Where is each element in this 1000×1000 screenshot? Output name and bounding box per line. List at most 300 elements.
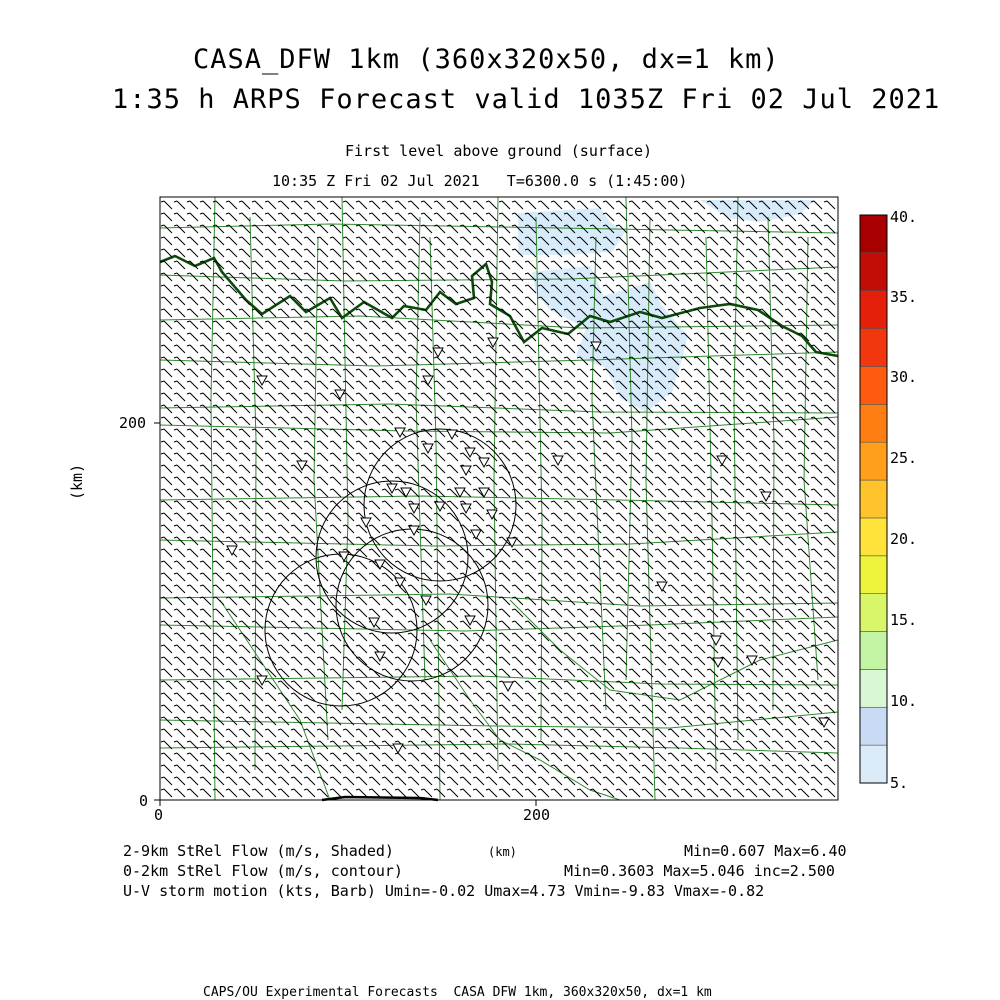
wind-barb bbox=[668, 681, 679, 689]
wind-barb bbox=[252, 321, 263, 329]
wind-barb bbox=[590, 573, 601, 581]
wind-barb bbox=[161, 297, 172, 305]
wind-barb bbox=[733, 573, 744, 581]
wind-barb bbox=[252, 645, 263, 653]
wind-barb bbox=[408, 465, 419, 473]
wind-barb bbox=[330, 333, 341, 341]
wind-barb bbox=[343, 261, 354, 269]
wind-barb bbox=[161, 657, 172, 665]
wind-barb bbox=[174, 705, 185, 713]
wind-barb bbox=[681, 501, 692, 509]
wind-barb bbox=[642, 633, 653, 641]
wind-barb bbox=[434, 201, 445, 209]
wind-barb bbox=[824, 789, 835, 797]
wind-barb bbox=[694, 225, 705, 233]
wind-barb bbox=[161, 309, 172, 317]
wind-barb bbox=[655, 753, 666, 761]
wind-barb bbox=[785, 453, 796, 461]
wind-barb bbox=[356, 225, 367, 233]
wind-barb bbox=[616, 213, 627, 221]
wind-barb bbox=[395, 417, 406, 425]
wind-barb bbox=[590, 585, 601, 593]
wind-barb bbox=[642, 489, 653, 497]
wind-barb bbox=[434, 621, 445, 629]
wind-barb bbox=[525, 657, 536, 665]
wind-barb bbox=[330, 213, 341, 221]
radar-site-marker bbox=[433, 348, 443, 357]
wind-barb bbox=[824, 669, 835, 677]
wind-barb bbox=[681, 765, 692, 773]
wind-barb bbox=[577, 681, 588, 689]
wind-barb bbox=[317, 417, 328, 425]
wind-barb bbox=[421, 501, 432, 509]
wind-barb bbox=[460, 405, 471, 413]
wind-barb bbox=[330, 669, 341, 677]
wind-barb bbox=[668, 297, 679, 305]
wind-barb bbox=[434, 333, 445, 341]
wind-barb bbox=[720, 561, 731, 569]
wind-barb bbox=[668, 213, 679, 221]
wind-barb bbox=[603, 285, 614, 293]
wind-barb bbox=[278, 333, 289, 341]
wind-barb bbox=[213, 321, 224, 329]
wind-barb bbox=[629, 441, 640, 449]
wind-barb bbox=[512, 297, 523, 305]
wind-barb bbox=[538, 441, 549, 449]
wind-barb bbox=[395, 753, 406, 761]
wind-barb bbox=[668, 501, 679, 509]
wind-barb bbox=[525, 393, 536, 401]
wind-barb bbox=[785, 693, 796, 701]
wind-barb bbox=[434, 549, 445, 557]
wind-barb bbox=[694, 261, 705, 269]
wind-barb bbox=[759, 417, 770, 425]
wind-barb bbox=[694, 429, 705, 437]
wind-barb bbox=[174, 201, 185, 209]
wind-barb bbox=[330, 717, 341, 725]
colorbar-segment bbox=[860, 480, 887, 518]
wind-barb bbox=[824, 765, 835, 773]
wind-barb bbox=[200, 453, 211, 461]
wind-barb bbox=[824, 705, 835, 713]
wind-barb bbox=[486, 249, 497, 257]
wind-barb bbox=[161, 237, 172, 245]
wind-barb bbox=[304, 441, 315, 449]
wind-barb bbox=[278, 501, 289, 509]
wind-barb bbox=[564, 417, 575, 425]
wind-barb bbox=[447, 525, 458, 533]
wind-barb bbox=[824, 237, 835, 245]
wind-barb bbox=[759, 513, 770, 521]
wind-barb bbox=[642, 765, 653, 773]
wind-barb bbox=[421, 357, 432, 365]
wind-barb bbox=[525, 309, 536, 317]
wind-barb bbox=[278, 201, 289, 209]
wind-barb bbox=[694, 237, 705, 245]
wind-barb bbox=[473, 429, 484, 437]
radar-site-marker bbox=[387, 484, 397, 493]
wind-barb bbox=[811, 273, 822, 281]
wind-barb bbox=[538, 573, 549, 581]
wind-barb bbox=[694, 597, 705, 605]
wind-barb bbox=[811, 741, 822, 749]
wind-barb bbox=[785, 765, 796, 773]
wind-barb bbox=[629, 453, 640, 461]
wind-barb bbox=[681, 645, 692, 653]
wind-barb bbox=[200, 369, 211, 377]
wind-barb bbox=[733, 777, 744, 785]
wind-barb bbox=[629, 741, 640, 749]
wind-barb bbox=[512, 609, 523, 617]
wind-barb bbox=[421, 645, 432, 653]
wind-barb bbox=[642, 753, 653, 761]
wind-barb bbox=[421, 717, 432, 725]
wind-barb bbox=[590, 717, 601, 725]
wind-barb bbox=[265, 621, 276, 629]
wind-barb bbox=[551, 633, 562, 641]
wind-barb bbox=[330, 321, 341, 329]
wind-barb bbox=[343, 393, 354, 401]
wind-barb bbox=[616, 525, 627, 533]
wind-barb bbox=[174, 213, 185, 221]
wind-barb bbox=[798, 393, 809, 401]
wind-barb bbox=[759, 537, 770, 545]
wind-barb bbox=[369, 405, 380, 413]
wind-barb bbox=[811, 729, 822, 737]
wind-barb bbox=[356, 573, 367, 581]
wind-barb bbox=[694, 573, 705, 581]
wind-barb bbox=[447, 789, 458, 797]
wind-barb bbox=[200, 597, 211, 605]
wind-barb bbox=[434, 513, 445, 521]
wind-barb bbox=[499, 669, 510, 677]
wind-barb bbox=[499, 285, 510, 293]
wind-barb bbox=[525, 729, 536, 737]
wind-barb bbox=[603, 753, 614, 761]
wind-barb bbox=[824, 465, 835, 473]
wind-barb bbox=[629, 609, 640, 617]
wind-barb bbox=[720, 573, 731, 581]
wind-barb bbox=[382, 705, 393, 713]
wind-barb bbox=[759, 441, 770, 449]
legend-barb: U-V storm motion (kts, Barb) Umin=-0.02 Umax=4.73 Vmin=-9.83 Vmax=-0.82 bbox=[123, 882, 765, 900]
wind-barb bbox=[486, 693, 497, 701]
wind-barb bbox=[304, 513, 315, 521]
wind-barb bbox=[564, 465, 575, 473]
wind-barb bbox=[551, 657, 562, 665]
wind-barb bbox=[499, 417, 510, 425]
wind-barb bbox=[551, 525, 562, 533]
wind-barb bbox=[278, 225, 289, 233]
wind-barb bbox=[434, 597, 445, 605]
wind-barb bbox=[798, 465, 809, 473]
wind-barb bbox=[720, 765, 731, 773]
wind-barb bbox=[473, 789, 484, 797]
wind-barb bbox=[317, 405, 328, 413]
wind-barb bbox=[356, 765, 367, 773]
wind-barb bbox=[499, 789, 510, 797]
wind-barb bbox=[577, 441, 588, 449]
wind-barb bbox=[187, 393, 198, 401]
wind-barb bbox=[343, 681, 354, 689]
wind-barb bbox=[694, 321, 705, 329]
wind-barb bbox=[213, 285, 224, 293]
wind-barb bbox=[668, 597, 679, 605]
wind-barb bbox=[369, 417, 380, 425]
wind-barb bbox=[655, 417, 666, 425]
wind-barb bbox=[616, 753, 627, 761]
wind-barb bbox=[824, 537, 835, 545]
wind-barb bbox=[239, 321, 250, 329]
wind-barb bbox=[525, 417, 536, 425]
wind-barb bbox=[174, 465, 185, 473]
wind-barb bbox=[759, 573, 770, 581]
wind-barb bbox=[772, 765, 783, 773]
wind-barb bbox=[486, 621, 497, 629]
wind-barb bbox=[382, 501, 393, 509]
wind-barb bbox=[629, 513, 640, 521]
wind-barb bbox=[382, 681, 393, 689]
wind-barb bbox=[746, 441, 757, 449]
wind-barb bbox=[694, 753, 705, 761]
wind-barb bbox=[278, 309, 289, 317]
wind-barb bbox=[811, 525, 822, 533]
wind-barb bbox=[213, 453, 224, 461]
wind-barb bbox=[616, 417, 627, 425]
wind-barb bbox=[213, 693, 224, 701]
wind-barb bbox=[187, 789, 198, 797]
legend-contour: 0-2km StRel Flow (m/s, contour) bbox=[123, 862, 403, 880]
wind-barb bbox=[759, 705, 770, 713]
wind-barb bbox=[356, 609, 367, 617]
wind-barb bbox=[421, 321, 432, 329]
wind-barb bbox=[213, 465, 224, 473]
wind-barb bbox=[161, 369, 172, 377]
wind-barb bbox=[473, 645, 484, 653]
wind-barb bbox=[798, 729, 809, 737]
colorbar-segment bbox=[860, 442, 887, 480]
wind-barb bbox=[200, 621, 211, 629]
wind-barb bbox=[447, 381, 458, 389]
wind-barb bbox=[382, 609, 393, 617]
wind-barb bbox=[174, 753, 185, 761]
wind-barb bbox=[265, 489, 276, 497]
wind-barb bbox=[824, 777, 835, 785]
wind-barb bbox=[811, 537, 822, 545]
wind-barb bbox=[447, 369, 458, 377]
wind-barb bbox=[772, 693, 783, 701]
wind-barb bbox=[395, 453, 406, 461]
wind-barb bbox=[395, 645, 406, 653]
wind-barb bbox=[681, 441, 692, 449]
wind-barb bbox=[226, 465, 237, 473]
wind-barb bbox=[174, 657, 185, 665]
wind-barb bbox=[304, 261, 315, 269]
wind-barb bbox=[408, 513, 419, 521]
wind-barb bbox=[278, 549, 289, 557]
wind-barb bbox=[512, 753, 523, 761]
wind-barb bbox=[681, 261, 692, 269]
wind-barb bbox=[564, 789, 575, 797]
wind-barb bbox=[525, 573, 536, 581]
wind-barb bbox=[564, 201, 575, 209]
wind-barb bbox=[356, 597, 367, 605]
wind-barb bbox=[434, 321, 445, 329]
wind-barb bbox=[811, 393, 822, 401]
wind-barb bbox=[447, 453, 458, 461]
wind-barb bbox=[447, 477, 458, 485]
wind-barb bbox=[304, 405, 315, 413]
wind-barb bbox=[343, 249, 354, 257]
county-line bbox=[160, 744, 838, 753]
wind-barb bbox=[200, 393, 211, 401]
wind-barb bbox=[356, 237, 367, 245]
wind-barb bbox=[525, 369, 536, 377]
wind-barb bbox=[681, 717, 692, 725]
wind-barb bbox=[408, 753, 419, 761]
wind-barb bbox=[564, 717, 575, 725]
wind-barb bbox=[356, 249, 367, 257]
wind-barb bbox=[499, 633, 510, 641]
wind-barb bbox=[564, 609, 575, 617]
wind-barb bbox=[200, 561, 211, 569]
wind-barb bbox=[525, 477, 536, 485]
wind-barb bbox=[759, 297, 770, 305]
wind-barb bbox=[720, 441, 731, 449]
wind-barb bbox=[668, 249, 679, 257]
wind-barb bbox=[655, 765, 666, 773]
wind-barb bbox=[239, 549, 250, 557]
wind-barb bbox=[317, 321, 328, 329]
wind-barb bbox=[499, 597, 510, 605]
wind-barb bbox=[694, 381, 705, 389]
wind-barb bbox=[213, 621, 224, 629]
wind-barb bbox=[161, 381, 172, 389]
wind-barb bbox=[785, 309, 796, 317]
wind-barb bbox=[330, 789, 341, 797]
wind-barb bbox=[733, 789, 744, 797]
wind-barb bbox=[421, 453, 432, 461]
wind-barb bbox=[226, 513, 237, 521]
wind-barb bbox=[785, 333, 796, 341]
wind-barb bbox=[174, 297, 185, 305]
wind-barb bbox=[265, 417, 276, 425]
wind-barb bbox=[161, 513, 172, 521]
wind-barb bbox=[577, 705, 588, 713]
wind-barb bbox=[265, 225, 276, 233]
storm-motion-barbs bbox=[161, 201, 835, 797]
wind-barb bbox=[785, 369, 796, 377]
wind-barb bbox=[291, 609, 302, 617]
wind-barb bbox=[681, 513, 692, 521]
wind-barb bbox=[434, 369, 445, 377]
wind-barb bbox=[746, 597, 757, 605]
wind-barb bbox=[252, 465, 263, 473]
wind-barb bbox=[239, 609, 250, 617]
wind-barb bbox=[187, 417, 198, 425]
wind-barb bbox=[564, 645, 575, 653]
wind-barb bbox=[239, 669, 250, 677]
wind-barb bbox=[304, 297, 315, 305]
wind-barb bbox=[668, 645, 679, 653]
wind-barb bbox=[473, 345, 484, 353]
wind-barb bbox=[317, 225, 328, 233]
wind-barb bbox=[356, 753, 367, 761]
wind-barb bbox=[226, 453, 237, 461]
wind-barb bbox=[655, 213, 666, 221]
wind-barb bbox=[421, 297, 432, 305]
wind-barb bbox=[733, 765, 744, 773]
colorbar-label: 10. bbox=[890, 692, 918, 710]
wind-barb bbox=[174, 405, 185, 413]
wind-barb bbox=[161, 465, 172, 473]
wind-barb bbox=[200, 681, 211, 689]
wind-barb bbox=[174, 237, 185, 245]
wind-barb bbox=[785, 393, 796, 401]
wind-barb bbox=[668, 549, 679, 557]
wind-barb bbox=[278, 249, 289, 257]
wind-barb bbox=[811, 693, 822, 701]
wind-barb bbox=[720, 369, 731, 377]
wind-barb bbox=[213, 657, 224, 665]
wind-barb bbox=[824, 453, 835, 461]
wind-barb bbox=[473, 513, 484, 521]
wind-barb bbox=[538, 705, 549, 713]
wind-barb bbox=[239, 213, 250, 221]
wind-barb bbox=[291, 513, 302, 521]
wind-barb bbox=[655, 465, 666, 473]
wind-barb bbox=[720, 669, 731, 677]
wind-barb bbox=[200, 513, 211, 521]
wind-barb bbox=[759, 585, 770, 593]
y-tick-200: 200 bbox=[119, 414, 147, 432]
wind-barb bbox=[317, 597, 328, 605]
wind-barb bbox=[239, 765, 250, 773]
wind-barb bbox=[499, 369, 510, 377]
wind-barb bbox=[538, 597, 549, 605]
wind-barb bbox=[382, 405, 393, 413]
wind-barb bbox=[369, 681, 380, 689]
wind-barb bbox=[629, 753, 640, 761]
wind-barb bbox=[187, 777, 198, 785]
wind-barb bbox=[226, 609, 237, 617]
wind-barb bbox=[278, 453, 289, 461]
wind-barb bbox=[161, 585, 172, 593]
wind-barb bbox=[707, 729, 718, 737]
wind-barb bbox=[434, 657, 445, 665]
wind-barb bbox=[187, 369, 198, 377]
wind-barb bbox=[408, 705, 419, 713]
wind-barb bbox=[746, 273, 757, 281]
wind-barb bbox=[824, 429, 835, 437]
wind-barb bbox=[252, 537, 263, 545]
wind-barb bbox=[226, 765, 237, 773]
wind-barb bbox=[356, 585, 367, 593]
wind-barb bbox=[668, 477, 679, 485]
wind-barb bbox=[447, 693, 458, 701]
wind-barb bbox=[811, 705, 822, 713]
wind-barb bbox=[447, 345, 458, 353]
radar-site-marker bbox=[375, 560, 385, 569]
wind-barb bbox=[694, 741, 705, 749]
wind-barb bbox=[655, 525, 666, 533]
wind-barb bbox=[707, 417, 718, 425]
wind-barb bbox=[668, 621, 679, 629]
wind-barb bbox=[590, 657, 601, 665]
wind-barb bbox=[629, 237, 640, 245]
wind-barb bbox=[447, 645, 458, 653]
x-tick-200: 200 bbox=[523, 806, 551, 824]
